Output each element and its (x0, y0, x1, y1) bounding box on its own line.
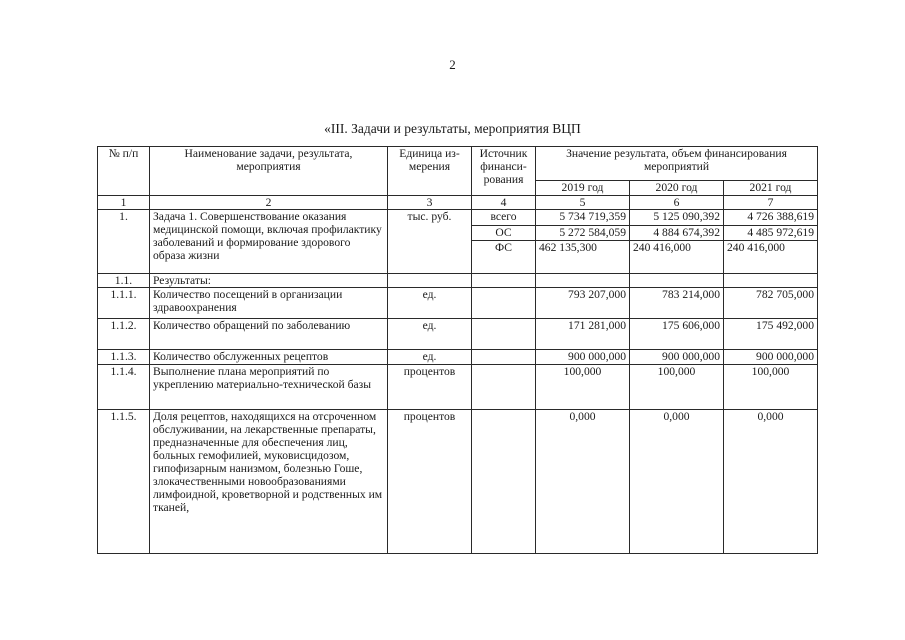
col-number-6: 6 (630, 196, 724, 210)
col-number-3: 3 (388, 196, 472, 210)
task-fs-2020: 240 416,000 (630, 241, 724, 274)
header-num: № п/п (98, 147, 150, 196)
result-unit: процентов (388, 365, 472, 410)
result-name: Количество посещений в организации здравоохранения (150, 288, 388, 319)
header-source: Источник финанси- рования (472, 147, 536, 196)
header-unit: Единица из- мерения (388, 147, 472, 196)
result-2020: 175 606,000 (630, 319, 724, 350)
result-num: 1.1.4. (98, 365, 150, 410)
task-num: 1. (98, 210, 150, 274)
task-total-2019: 5 734 719,359 (536, 210, 630, 226)
result-2021: 175 492,000 (724, 319, 818, 350)
task-name: Задача 1. Совершенствование оказания медицинской помощи, включая профилактику заболеваний и формирование здорового образа жизни (150, 210, 388, 274)
result-2020: 900 000,000 (630, 350, 724, 365)
task-source-fs: ФС (472, 241, 536, 274)
header-name: Наименование задачи, результата, мероприятия (150, 147, 388, 196)
result-num: 1.1.3. (98, 350, 150, 365)
header-year-2021: 2021 год (724, 181, 818, 196)
result-2021: 0,000 (724, 410, 818, 554)
results-num: 1.1. (98, 274, 150, 288)
header-year-2020: 2020 год (630, 181, 724, 196)
result-unit: ед. (388, 288, 472, 319)
result-name: Количество обслуженных рецептов (150, 350, 388, 365)
task-total-2020: 5 125 090,392 (630, 210, 724, 226)
task-os-2019: 5 272 584,059 (536, 226, 630, 241)
header-values: Значение результата, объем финансирования мероприятий (536, 147, 818, 181)
task-source-os: ОС (472, 226, 536, 241)
result-2019: 0,000 (536, 410, 630, 554)
result-unit: ед. (388, 319, 472, 350)
col-number-7: 7 (724, 196, 818, 210)
result-num: 1.1.5. (98, 410, 150, 554)
result-2021: 782 705,000 (724, 288, 818, 319)
result-name: Выполнение плана мероприятий по укреплению материально-технической базы (150, 365, 388, 410)
col-number-5: 5 (536, 196, 630, 210)
result-2020: 100,000 (630, 365, 724, 410)
result-2019: 171 281,000 (536, 319, 630, 350)
result-num: 1.1.2. (98, 319, 150, 350)
tasks-results-table (97, 146, 818, 554)
task-fs-2019: 462 135,300 (536, 241, 630, 274)
task-os-2021: 4 485 972,619 (724, 226, 818, 241)
col-number-4: 4 (472, 196, 536, 210)
task-source-total: всего (472, 210, 536, 226)
task-os-2020: 4 884 674,392 (630, 226, 724, 241)
task-total-2021: 4 726 388,619 (724, 210, 818, 226)
result-unit: ед. (388, 350, 472, 365)
result-num: 1.1.1. (98, 288, 150, 319)
result-2020: 0,000 (630, 410, 724, 554)
section-title: «III. Задачи и результаты, мероприятия ВЦП (324, 121, 581, 136)
result-2019: 100,000 (536, 365, 630, 410)
col-number-1: 1 (98, 196, 150, 210)
results-label: Результаты: (150, 274, 388, 288)
result-2021: 900 000,000 (724, 350, 818, 365)
page-number: 2 (449, 57, 456, 72)
result-unit: процентов (388, 410, 472, 554)
result-name: Доля рецептов, находящихся на отсроченном обслуживании, на лекарственные препараты, предназначенные для обеспечения лиц, больных гемофилией, муковисцидозом, гипофизарным нанизмом, болезнью Гоше, злокачественными новообразованиями лимфоидной, кроветворной и родственных им тканей, (150, 410, 388, 554)
col-number-2: 2 (150, 196, 388, 210)
header-year-2019: 2019 год (536, 181, 630, 196)
result-2019: 900 000,000 (536, 350, 630, 365)
result-2020: 783 214,000 (630, 288, 724, 319)
task-fs-2021: 240 416,000 (724, 241, 818, 274)
result-name: Количество обращений по заболеванию (150, 319, 388, 350)
result-2019: 793 207,000 (536, 288, 630, 319)
result-2021: 100,000 (724, 365, 818, 410)
task-unit: тыс. руб. (388, 210, 472, 274)
